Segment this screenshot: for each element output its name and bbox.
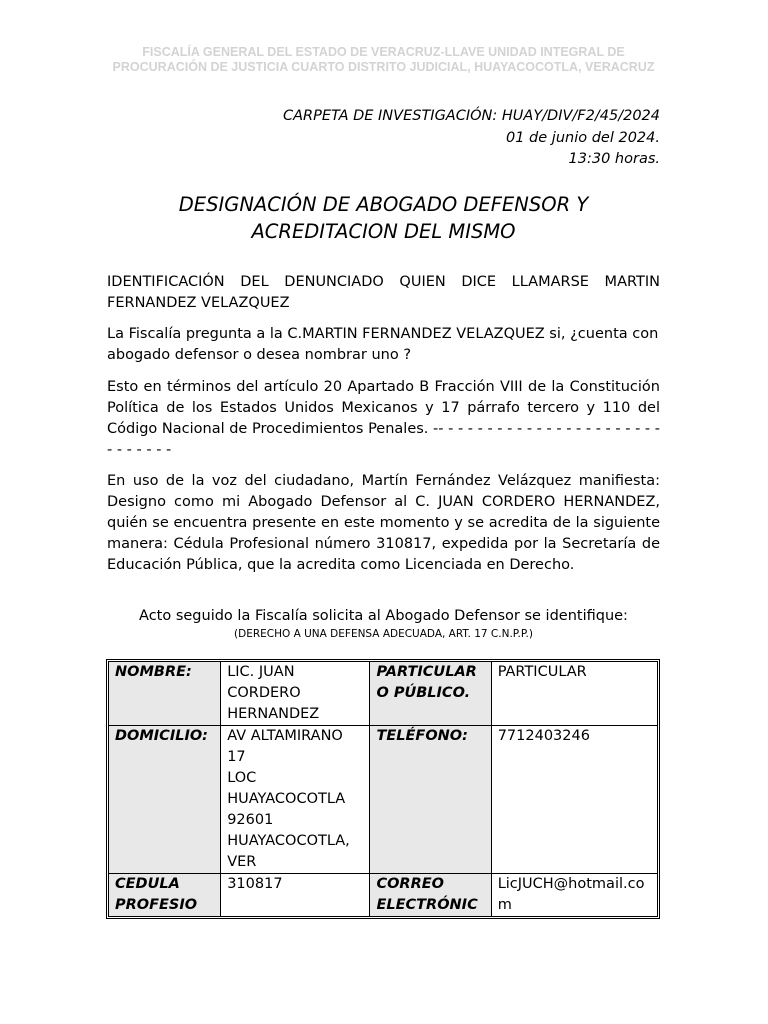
table-row [109,726,658,874]
correo-label: CORREO ELECTRÓNIC [370,874,491,917]
cedula-value: 310817 [221,874,370,917]
tipo-value: PARTICULAR [491,662,657,726]
tipo-label: PARTICULAR O PÚBLICO. [370,662,491,726]
table-row [109,662,658,726]
nombre-label: NOMBRE: [109,662,221,726]
title-line-1: DESIGNACIÓN DE ABOGADO DEFENSOR Y [178,193,589,216]
domicilio-line: 92601 [227,812,274,828]
telefono-label: TELÉFONO: [370,726,491,874]
nombre-value: LIC. JUAN CORDERO HERNANDEZ [221,662,370,726]
identification-paragraph: IDENTIFICACIÓN DEL DENUNCIADO QUIEN DICE LLAMARSE MARTIN FERNANDEZ VELAZQUEZ [107,274,660,311]
domicilio-value [221,726,370,874]
document-date: 01 de junio del 2024. [506,129,660,146]
defender-table [108,661,658,917]
cedula-label: CEDULA PROFESIO [109,874,221,917]
institution-header: FISCALÍA GENERAL DEL ESTADO DE VERACRUZ-LLAVE UNIDAD INTEGRAL DE PROCURACIÓN DE JUSTICIA CUARTO DISTRITO JUDICIAL, HUAYACOCOTLA, VERACRUZ [112,45,655,74]
question-paragraph: La Fiscalía pregunta a la C.MARTIN FERNANDEZ VELAZQUEZ si, ¿cuenta con abogado defensor o desea nombrar uno ? [107,326,659,363]
document-time: 13:30 horas. [568,151,660,167]
domicilio-label: DOMICILIO: [109,726,221,874]
defender-info-table [106,659,660,919]
domicilio-line: HUAYACOCOTLA, VER [227,833,350,870]
carpeta-number: CARPETA DE INVESTIGACIÓN: HUAY/DIV/F2/45/2024 [283,108,660,124]
title-line-2: ACREDITACION DEL MISMO [251,220,516,243]
table-row [109,874,658,917]
statement-paragraph: En uso de la voz del ciudadano, Martín Fernández Velázquez manifiesta: Designo como mi Abogado Defensor al C. JUAN CORDERO HERNANDEZ, quién se encuentra presente en este momento y se acredita de la siguiente manera: Cédula Profesional número 310817, expedida por la Secretaría de Educación Pública, que la acredita como Licenciada en Derecho. [107,473,660,573]
domicilio-line: LOC HUAYACOCOTLA [227,770,346,807]
correo-value: LicJUCH@hotmail.com [491,874,657,917]
legal-terms-paragraph: Esto en términos del artículo 20 Apartado B Fracción VIII de la Constitución Política de los Estados Unidos Mexicanos y 17 párrafo tercero y 110 del Código Nacional de Procedimientos Penales. -- - - - - - - - - - - - - - - - - - - - - - - - - - - - - - [107,379,660,458]
legal-note: (DERECHO A UNA DEFENSA ADECUADA, ART. 17 C.N.P.P.) [234,628,533,640]
domicilio-line: AV ALTAMIRANO 17 [227,728,343,765]
telefono-value: 7712403246 [491,726,657,874]
document-title [107,191,660,245]
identification-request: Acto seguido la Fiscalía solicita al Abogado Defensor se identifique: [139,608,628,624]
document-meta [107,106,660,171]
